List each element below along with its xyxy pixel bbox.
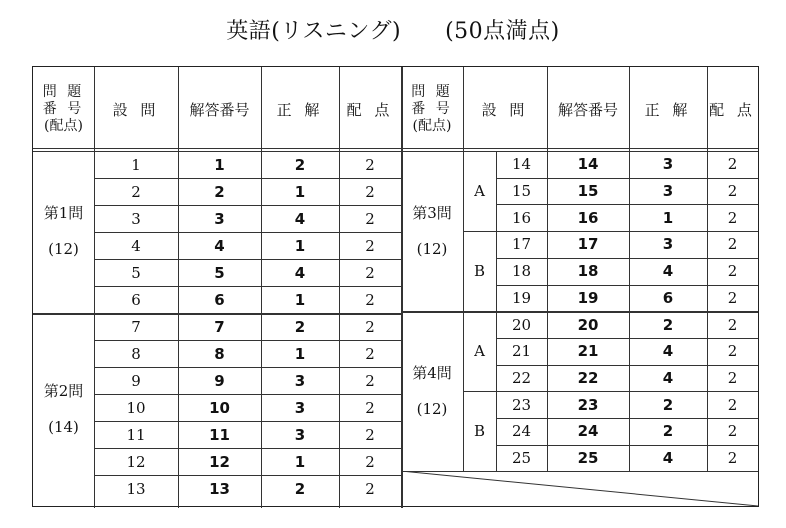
right-question-cell: 15 [511,182,532,201]
left-correct-answer-cell: 3 [294,371,306,390]
right-points-cell: 2 [727,315,738,334]
right-correct-answer-cell: 3 [662,155,674,174]
left-answer-number-cell: 6 [214,290,225,309]
right-correct-answer-cell: 4 [662,262,674,281]
left-question-cell: 11 [126,425,146,444]
right-answer-number-cell: 25 [577,449,599,468]
right-answer-number-cell: 14 [577,155,599,174]
q4-subpart-a: A [474,342,485,360]
right-points-cell: 2 [727,395,738,414]
q4-subpart-b: B [473,422,486,440]
left-question-cell: 1 [131,155,141,174]
left-question-cell: 9 [131,371,141,390]
q3-subpart-a: A [474,182,485,200]
right-points-cell: 2 [727,342,738,361]
right-points-cell: 2 [727,449,738,468]
left-points-cell: 2 [365,290,375,309]
right-points-cell: 2 [727,422,738,441]
right-answer-number-cell: 17 [577,235,599,254]
right-points-cell: 2 [727,262,738,281]
right-correct-answer-cell: 4 [662,368,674,387]
left-answer-number-cell: 9 [214,371,225,390]
left-answer-number-cell: 11 [209,425,230,444]
left-correct-answer-cell: 3 [294,425,306,444]
left-answer-number-cell: 7 [214,317,225,336]
left-question-cell: 13 [126,479,146,498]
right-answer-number-cell: 21 [577,342,599,361]
right-question-cell: 24 [511,422,532,441]
left-answer-number-header: 解答番号 [189,100,250,119]
group-q2: 第2問 (14) [43,381,84,436]
right-correct-answer-cell: 2 [662,315,674,334]
right-question-cell: 20 [511,315,532,334]
left-correct-answer-cell: 1 [294,236,306,255]
left-question-cell: 5 [131,263,141,282]
left-correct-answer-cell: 1 [294,452,306,471]
subject-title: 英語(リスニング) [226,19,402,44]
left-correct-answer-cell: 1 [294,344,306,363]
right-correct-answer-cell: 1 [662,208,674,227]
right-question-header: 設 問 [481,100,529,119]
right-correct-answer-cell: 6 [662,288,674,307]
left-question-cell: 10 [126,398,146,417]
left-question-cell: 7 [131,317,141,336]
left-points-header: 配 点 [346,100,394,119]
right-answer-number-cell: 19 [577,288,599,307]
left-points-cell: 2 [365,479,375,498]
left-answer-number-cell: 12 [209,452,230,471]
left-question-cell: 4 [131,236,141,255]
right-points-cell: 2 [727,235,738,254]
group-q1: 第1問 (12) [43,204,84,258]
q3-subpart-b: B [473,262,486,280]
right-group-header: 問 題 番 号 (配点) [411,83,453,134]
right-question-cell: 23 [511,395,532,414]
left-points-cell: 2 [365,209,375,228]
left-correct-answer-cell: 4 [294,209,306,228]
group-q4: 第4問 (12) [412,364,452,418]
left-correct-answer-cell: 1 [294,182,306,201]
right-correct-answer-cell: 4 [662,449,674,468]
page-title [0,14,786,45]
left-question-cell: 3 [131,209,141,228]
right-correct-answer-cell: 4 [662,342,674,361]
right-points-cell: 2 [727,182,738,201]
right-correct-answer-cell: 2 [662,422,674,441]
left-points-cell: 2 [365,425,375,444]
left-points-cell: 2 [365,263,375,282]
left-answer-number-cell: 10 [209,398,230,417]
empty-diagonal [401,471,758,506]
right-question-cell: 18 [511,262,532,281]
left-points-cell: 2 [365,155,375,174]
left-answer-number-cell: 2 [214,182,225,201]
left-correct-answer-cell: 2 [294,155,306,174]
left-correct-answer-cell: 3 [294,398,306,417]
left-points-cell: 2 [365,371,375,390]
right-points-cell: 2 [727,155,738,174]
right-answer-number-cell: 22 [577,368,599,387]
left-question-cell: 8 [131,344,141,363]
right-correct-answer-cell: 3 [662,182,674,201]
right-points-header: 配 点 [709,100,756,119]
left-points-cell: 2 [365,398,375,417]
right-answer-number-cell: 15 [577,182,599,201]
right-correct-header: 正 解 [644,100,692,119]
right-points-cell: 2 [727,208,738,227]
right-answer-number-header: 解答番号 [557,100,618,119]
left-correct-answer-cell: 2 [294,479,306,498]
left-answer-number-cell: 4 [214,236,225,255]
left-answer-number-cell: 8 [214,344,225,363]
left-points-cell: 2 [365,344,375,363]
left-points-cell: 2 [365,182,375,201]
right-question-cell: 17 [511,235,532,254]
left-answer-number-cell: 3 [214,209,225,228]
right-question-cell: 21 [511,342,532,361]
right-answer-number-cell: 20 [577,315,599,334]
left-correct-header: 正 解 [276,100,324,119]
right-correct-answer-cell: 2 [662,395,674,414]
left-question-cell: 12 [126,452,146,471]
left-answer-number-cell: 13 [209,479,230,498]
right-points-cell: 2 [727,288,738,307]
right-answer-number-cell: 18 [577,262,599,281]
left-group-header: 問 題 番 号 (配点) [42,83,85,134]
right-question-cell: 25 [511,449,532,468]
right-answer-number-cell: 16 [577,208,599,227]
group-q3: 第3問 (12) [412,204,452,258]
left-question-cell: 2 [131,182,141,201]
right-question-cell: 19 [511,288,532,307]
left-answer-number-cell: 1 [214,155,225,174]
left-points-cell: 2 [365,452,375,471]
left-points-cell: 2 [365,317,375,336]
left-correct-answer-cell: 1 [294,290,306,309]
right-question-cell: 14 [511,155,532,174]
left-points-cell: 2 [365,236,375,255]
right-answer-number-cell: 24 [577,422,599,441]
answer-table [32,66,759,507]
right-correct-answer-cell: 3 [662,235,674,254]
right-answer-number-cell: 23 [577,395,599,414]
right-question-cell: 16 [511,208,532,227]
left-answer-number-cell: 5 [214,263,225,282]
left-question-header: 設 問 [112,100,160,119]
left-question-cell: 6 [131,290,141,309]
right-question-cell: 22 [511,368,532,387]
right-points-cell: 2 [727,368,738,387]
score-title: (50点満点) [445,19,560,44]
left-correct-answer-cell: 2 [294,317,306,336]
left-correct-answer-cell: 4 [294,263,306,282]
